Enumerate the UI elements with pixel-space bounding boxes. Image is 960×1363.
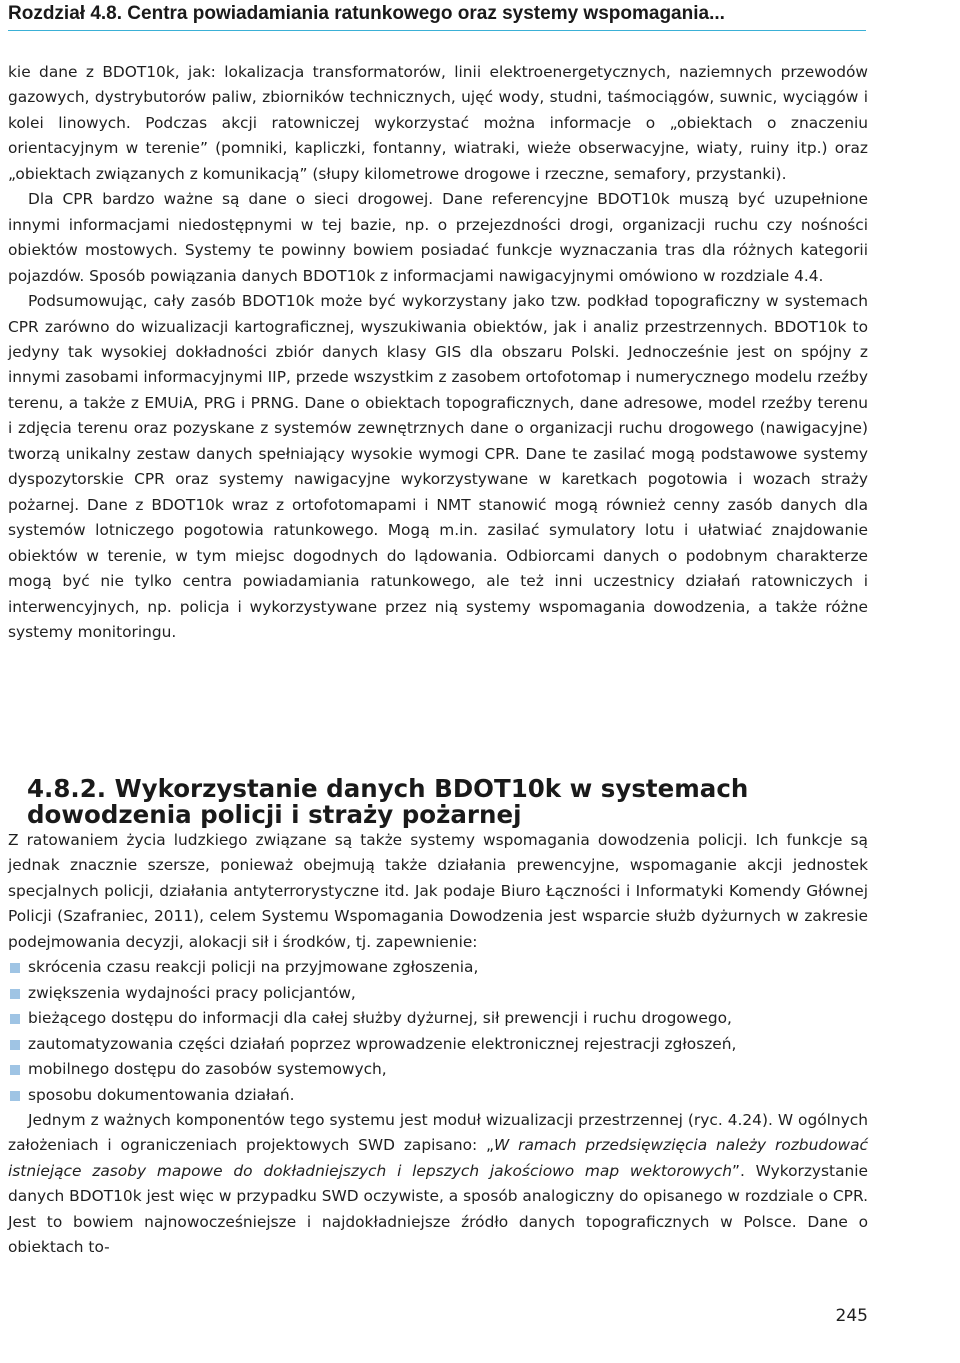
list-item-text: zautomatyzowania części działań poprzez wprowadzenie elektronicznej rejestracji zgłoszeń,: [28, 1034, 737, 1053]
list-item: [8, 1083, 868, 1108]
list-item-text: mobilnego dostępu do zasobów systemowych,: [28, 1060, 387, 1079]
list-item: [8, 1032, 868, 1057]
closing-quote: W ramach przedsięwzięcia należy rozbudować istniejące zasoby mapowe do dokładniejszych i lepszych jakościowo map wektorowych: [8, 1136, 868, 1180]
closing-text-before-quote: Jednym z ważnych komponentów tego systemu jest moduł wizualizacji przestrzennej (ryc. 4.24). W ogólnych założeniach i ograniczeniach projektowych SWD zapisano: „: [8, 1110, 868, 1155]
page-number: 245: [835, 1306, 868, 1326]
section-heading: 4.8.2. Wykorzystanie danych BDOT10k w systemach dowodzenia policji i straży pożarnej: [27, 774, 749, 829]
body-text: [8, 60, 868, 645]
paragraph: Podsumowując, cały zasób BDOT10k może być wykorzystany jako tzw. podkład topograficzny w systemach CPR zarówno do wizualizacji kartograficznej, wyszukiwania obiektów, jak i analiz przestrzennych. BDOT10k to jedyny tak wysokiej dokładności zbiór danych klasy GIS dla obszaru Polski. Jednocześnie jest on spójny z innymi zasobami informacyjnymi IIP, przede wszystkim z zasobem ortofotomap i numerycznego modelu rzeźby terenu, a także z EMUiA, PRG i PRNG. Dane o obiektach topograficznych, dane adresowe, model rzeźby terenu i zdjęcia terenu oraz pozyskane z systemów zewnętrznych dane o organizacji ruchu drogowego (nawigacyjne) tworzą unikalny zestaw danych spełniający wysokie wymogi CPR. Dane te zasilać mogą podstawowe systemy dyspozytorskie CPR oraz systemy nawigacyjne wykorzystywane w karetkach pogotowia i wozach straży pożarnej. Dane z BDOT10k wraz z ortofotomapami i NMT stanowić mogą również cenny zasób danych dla systemów lotniczego pogotowia ratunkowego. Mogą m.in. zasilać symulatory lotu i ułatwiać znajdowanie obiektów w terenie, w tym miejsc dogodnych do lądowania. Odbiorcami danych o podobnym charakterze mogą być nie tylko centra powiadamiania ratunkowego, ale też inni uczestnicy działań ratowniczych i interwencyjnych, np. policja i wykorzystywane przez nią systemy wspomagania dowodzenia, a także różne systemy monitoringu.: [8, 292, 868, 641]
closing-text-after-quote: ”. Wykorzystanie danych BDOT10k jest więc w przypadku SWD oczywiste, a sposób analogiczny do opisanego w rozdziale o CPR. Jest to bowiem najnowocześniejsze i najdokładniejsze źródło danych topograficznych w Polsce. Dane o obiektach to-: [8, 1161, 869, 1257]
square-bullet-icon: [10, 1014, 20, 1024]
paragraph: Dla CPR bardzo ważne są dane o sieci drogowej. Dane referencyjne BDOT10k muszą być uzupełnione innymi informacjami niedostępnymi w tej bazie, np. o przejezdności drogi, organizacji ruchu czy nośności obiektów mostowych. Systemy te powinny bowiem posiadać funkcje wyznaczania tras dla różnych kategorii pojazdów. Sposób powiązania danych BDOT10k z informacjami nawigacyjnymi omówiono w rozdziale 4.4.: [8, 190, 868, 285]
list-item-text: zwiększenia wydajności pracy policjantów,: [28, 983, 356, 1002]
section-intro: Z ratowaniem życia ludzkiego związane są także systemy wspomagania dowodzenia policji. Ich funkcje są jednak znacznie szersze, ponieważ obejmują także działania prewencyjne, wspomaganie akcji jednostek specjalnych policji, działania antyterrorystyczne itd. Jak podaje Biuro Łączności i Informatyki Komendy Głównej Policji (Szafraniec, 2011), celem Systemu Wspomagania Dowodzenia jest wsparcie służb dyżurnych w zakresie podejmowania decyzji, alokacji sił i środków, tj. zapewnienie:: [8, 831, 868, 951]
list-item: [8, 981, 868, 1006]
square-bullet-icon: [10, 989, 20, 999]
list-item-text: sposobu dokumentowania działań.: [28, 1085, 295, 1104]
bullet-list: [8, 955, 868, 1108]
list-item-text: skrócenia czasu reakcji policji na przyjmowane zgłoszenia,: [28, 958, 479, 977]
closing-paragraph: [8, 1108, 868, 1261]
square-bullet-icon: [10, 1040, 20, 1050]
list-item: [8, 1057, 868, 1082]
list-item: [8, 955, 868, 980]
section-body: [8, 828, 868, 1261]
square-bullet-icon: [10, 1091, 20, 1101]
square-bullet-icon: [10, 1065, 20, 1075]
running-header: Rozdział 4.8. Centra powiadamiania ratunkowego oraz systemy wspomagania...: [8, 3, 725, 24]
square-bullet-icon: [10, 963, 20, 973]
list-item: [8, 1006, 868, 1031]
list-item-text: bieżącego dostępu do informacji dla całej służby dyżurnej, sił prewencji i ruchu drogowego,: [28, 1009, 732, 1028]
paragraph: kie dane z BDOT10k, jak: lokalizacja transformatorów, linii elektroenergetycznych, naziemnych przewodów gazowych, dystrybutorów paliw, zbiorników technicznych, ujęć wody, studni, taśmociągów, suwnic, wyciągów i kolei linowych. Podczas akcji ratowniczej wykorzystać można informacje o „obiektach o znaczeniu orientacyjnym w terenie” (pomniki, kapliczki, fontanny, wiatraki, wieże obserwacyjne, wiaty, ruiny itp.) oraz „obiektach związanych z komunikacją” (słupy kilometrowe drogowe i rzeczne, semafory, przystanki).: [8, 63, 868, 183]
header-rule: [8, 30, 866, 31]
